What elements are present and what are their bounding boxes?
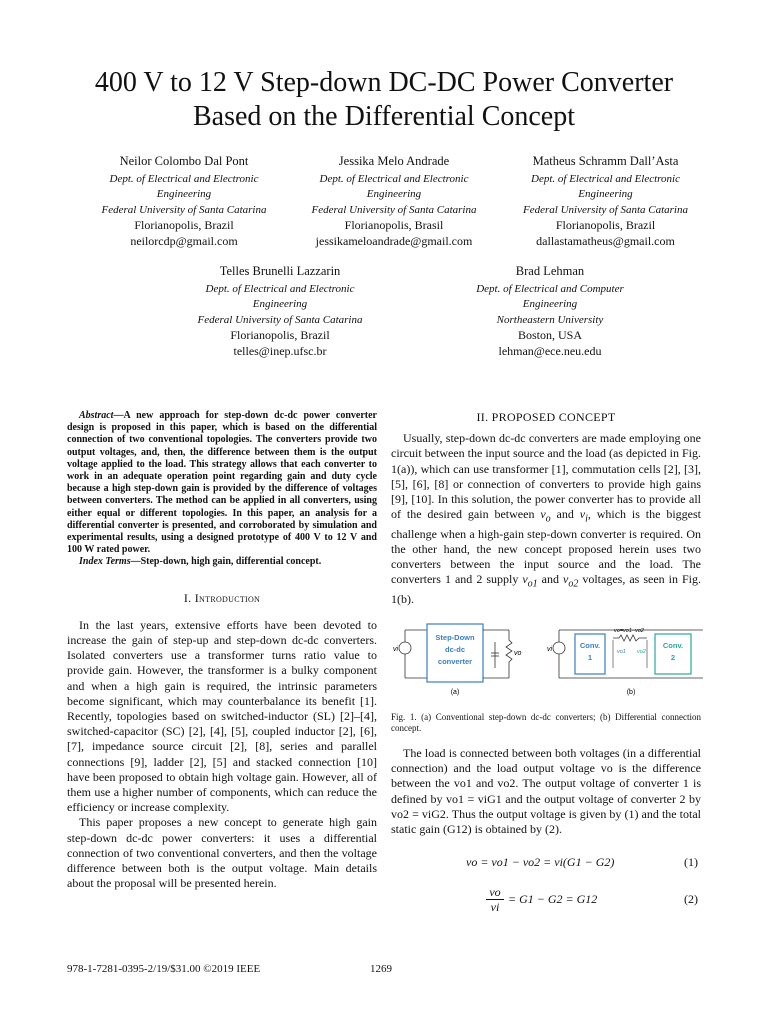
math-sub: i [585,513,588,525]
title-line-1: 400 V to 12 V Step-down DC-DC Power Converter [94,67,674,98]
equation-2: = G1 − G2 = G12 [508,892,598,906]
load-resistor-icon [613,635,647,641]
author-affiliation: Engineering [252,298,308,311]
section-heading-introduction [67,591,377,606]
author-email[interactable]: telles@inep.ufsc.br [233,343,327,358]
author-location: Florianopolis, Brazil [230,328,330,343]
vi-label: vi [547,646,553,653]
author-affiliation: Federal University of Santa Catarina [101,203,267,216]
intro-paragraph-2: This paper proposes a new concept to generate high gain step-down dc-dc power converters: it uses a differential connection of two conventional converters, and then the voltage difference between both is the output voltage. Main details about the proposal will be presented herein. [67,815,377,891]
text-run: and [550,507,580,522]
proposed-paragraph-2: The load is connected between both voltages (in a differential connection) and the load output voltage vo is the difference between the vo1 and vo2. The output voltage of converter 1 is defined by vo1 = viG1 and the output voltage of converter 2 by vo2 = viG2. Thus the output voltage is given by (1) and the total static gain (G12) is obtained by (2). [391,746,701,837]
equation-1-number: (1) [684,855,698,869]
author-affiliation: Dept. of Electrical and Electronic [205,282,355,295]
abstract-text: —A new approach for step-down dc-dc power converter design is proposed in this paper, which is based on the differential connection of two conventional topologies. The converters provide two output voltages, and, then, the difference between them is the output voltage applied to the load. This strategy allows that each converter to work in an adequate operation point regarding gain and duty cycle because a high step-down gain is provided by the difference of voltages between converters. The method can be applied in all converters, using either equal or different topologies. In this paper, an analysis for a differential converter is presented, and corroborated by simulation and experimental results, using a designed prototype of 400 V to 12 V and 100 W rated power. [67,410,377,556]
figure-1 [391,620,711,698]
math-sub: o1 [527,578,538,590]
proposed-paragraph-1 [391,431,701,607]
author-name: Neilor Colombo Dal Pont [119,154,249,168]
author-affiliation: Federal University of Santa Catarina [523,203,688,216]
figure-1a [393,624,522,696]
equation-1: vo = vo1 − vo2 = vi(G1 − G2) [466,855,615,869]
math-sub: o2 [568,578,579,590]
box-label: converter [437,657,473,666]
figure-1b [547,628,703,696]
box-label: dc-dc [444,645,466,654]
figure-1-caption: Fig. 1. (a) Conventional step-down dc-dc converters; (b) Differential connection concept. [391,712,701,733]
author-affiliation: Northeastern University [496,313,604,326]
vo-differential-label: vo=vo1−vo2 [614,628,644,634]
vo2-label: vo2 [637,649,646,655]
author-affiliation: Engineering [366,188,422,201]
right-column [391,410,701,607]
math-var: v [540,507,546,522]
author-email[interactable]: jessikameloandrade@gmail.com [315,233,473,248]
load-resistor-icon [506,630,512,678]
author-affiliation: Dept. of Electrical and Computer [476,282,624,295]
section-number: I. [183,590,195,605]
source-icon [553,642,565,654]
author-affiliation: Federal University of Santa Catarina [197,313,363,326]
author-affiliation: Dept. of Electrical and Electronic [319,172,469,185]
intro-paragraph-1: In the last years, extensive efforts have been devoted to increase the gain of step-up and step-down dc-dc converters. Isolated converters use a transformer turns ratio value to provide gain. However, the transformer is a bulky component and when a high gain is required, the intrinsic parameters become significant, which may counterbalance its benefit [1]. Recently, topologies based on switched-inductor (SL) [2]–[4], switched-capacitor (SC) [2], [4], [5], coupled inductor [2], [6], [7], impedance source circuit [2], [8], series and parallel connections [9], ladder [2], [5] and stacked connection [10] have been proposed to obtain high voltage gain. However, all of them use a higher number of components, which can reduce the efficiency or increase complexity. [67,617,377,815]
fraction-denominator: vi [490,900,500,914]
text-run: Usually, step-down dc-dc converters are made employing one circuit between the input source and the load (as depicted in Fig. 1(a)), which can use transformer [1], commutation cells [2], [3], [5], [6], [8] or connection of converters to provide high gains [9], [10]. In this solution, the power converter has to provide all of the desired gain between [391,431,701,522]
author-location: Boston, USA [517,328,582,343]
left-column [67,410,377,892]
math-var: v [579,507,586,522]
author-block-1 [84,154,284,250]
abstract [67,410,377,556]
author-affiliation: Engineering [156,188,212,201]
author-location: Florianopolis, Brazil [134,218,234,233]
subfigure-b-label: (b) [626,689,636,696]
section-heading-proposed-concept: II. PROPOSED CONCEPT [476,410,616,424]
subfigure-a-label: (a) [450,689,460,696]
vi-label: vi [393,646,399,653]
author-block-5 [440,264,660,360]
section-title: Introduction [194,590,261,605]
box-label: Step-Down [435,633,475,642]
index-terms-text: —Step-down, high gain, differential concept. [130,556,322,568]
author-email[interactable]: dallastamatheus@gmail.com [536,233,675,248]
author-affiliation: Federal University of Santa Catarina [311,203,477,216]
converter-2-number: 2 [670,653,676,662]
text-run: voltages, as seen in Fig. 1(b). [391,572,701,607]
author-name: Jessika Melo Andrade [338,154,450,168]
author-block-2 [294,154,494,250]
vo-label: vo [514,650,522,657]
text-run: , which is the biggest challenge when a high-gain step-down converter is required. On the other hand, the new concept proposed herein uses two converters between the input source and the load. The converters 1 and 2 supply [391,507,701,587]
source-icon [399,642,411,654]
author-name: Brad Lehman [515,264,585,278]
copyright-footer: 978-1-7281-0395-2/19/$31.00 ©2019 IEEE [67,963,261,975]
math-sub: o [545,513,551,525]
converter-2-label: Conv. [662,641,684,650]
converter-1-number: 1 [587,653,593,662]
text-run: and [537,572,563,587]
math-var: v [522,572,528,587]
paper-title [40,66,728,134]
author-location: Florianopolis, Brazil [555,218,656,233]
author-name: Telles Brunelli Lazzarin [219,264,341,278]
author-block-4 [180,264,380,360]
author-email[interactable]: lehman@ece.neu.edu [498,343,602,358]
author-affiliation: Engineering [522,298,578,311]
equation-2-fraction [486,885,504,914]
index-terms [67,556,377,568]
abstract-label: Abstract [79,410,114,421]
author-block-3 [503,154,708,250]
equation-2-number: (2) [684,892,698,906]
title-line-2: Based on the Differential Concept [192,101,576,132]
author-email[interactable]: neilorcdp@gmail.com [130,233,238,248]
page-number: 1269 [370,963,392,975]
author-affiliation: Engineering [578,188,633,201]
author-name: Matheus Schramm Dall’Asta [532,154,679,168]
index-terms-label: Index Terms [79,556,131,568]
fraction-numerator: vo [486,885,504,900]
author-affiliation: Dept. of Electrical and Electronic [531,172,680,185]
author-affiliation: Dept. of Electrical and Electronic [109,172,259,185]
vo1-label: vo1 [617,649,626,655]
converter-1-label: Conv. [579,641,601,650]
author-location: Florianopolis, Brasil [344,218,444,233]
math-var: v [563,572,569,587]
